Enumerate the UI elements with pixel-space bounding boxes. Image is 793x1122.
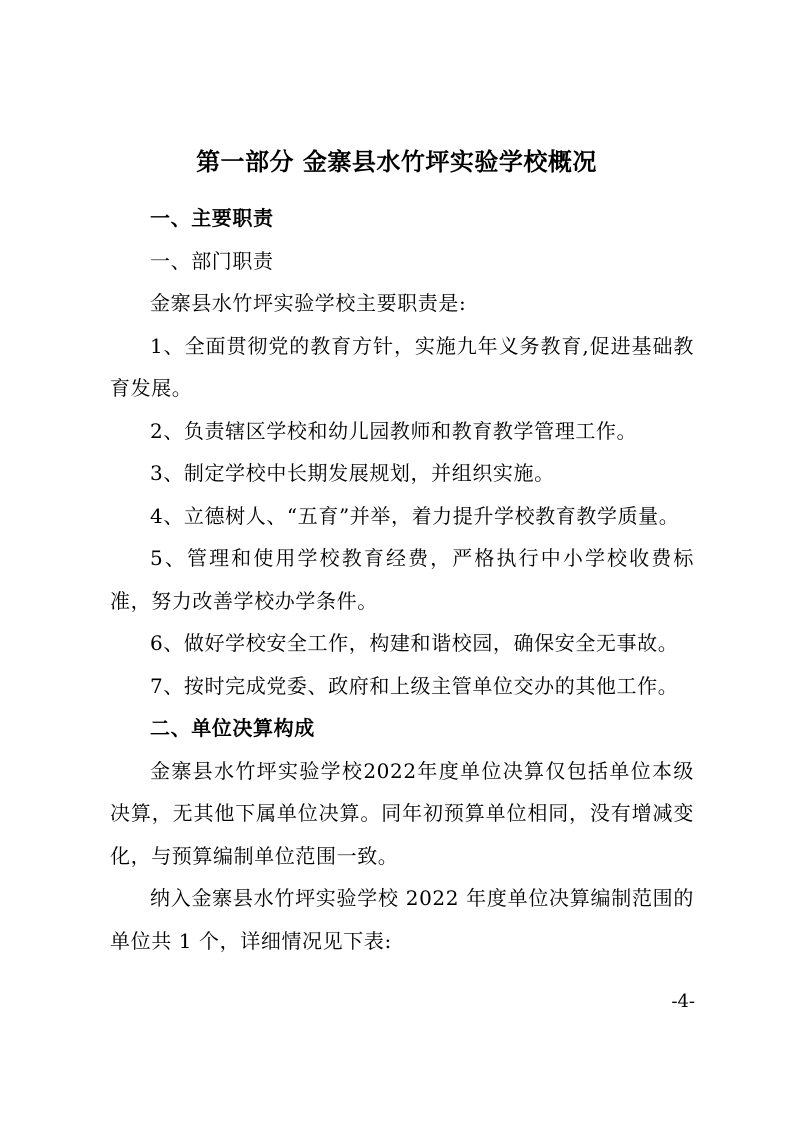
section-heading-budget-composition: 二、单位决算构成 [150, 716, 315, 740]
document-body [110, 197, 694, 962]
paragraph-duty-3: 3、制定学校中长期发展规划，并组织实施。 [150, 461, 555, 485]
page-number: -4- [671, 991, 695, 1012]
paragraph-duty-5: 5、管理和使用学校教育经费，严格执行中小学校收费标准，努力改善学校办学条件。 [110, 546, 694, 613]
paragraph-duty-6: 6、做好学校安全工作，构建和谐校园，确保安全无事故。 [150, 631, 679, 655]
paragraph-budget-scope: 纳入金寨县水竹坪实验学校 2022 年度单位决算编制范围的单位共 1 个，详细情况见下表: [110, 886, 694, 953]
paragraph-duty-4: 4、立德树人、“五育”并举，着力提升学校教育教学质量。 [150, 503, 680, 528]
subsection-heading-department-duties: 一、部门职责 [150, 248, 274, 273]
paragraph-budget-composition: 金寨县水竹坪实验学校2022年度单位决算仅包括单位本级决算，无其他下属单位决算。同年初预算单位相同，没有增减变化，与预算编制单位范围一致。 [110, 758, 694, 868]
page-title: 第一部分 金寨县水竹坪实验学校概况 [196, 148, 597, 176]
paragraph-duty-1: 1、全面贯彻党的教育方针，实施九年义务教育,促进基础教育发展。 [110, 333, 694, 400]
paragraph-duty-7: 7、按时完成党委、政府和上级主管单位交办的其他工作。 [150, 673, 679, 698]
section-heading-duties: 一、主要职责 [150, 206, 274, 230]
paragraph-duty-2: 2、负责辖区学校和幼儿园教师和教育教学管理工作。 [150, 418, 638, 443]
paragraph-duties-intro: 金寨县水竹坪实验学校主要职责是: [150, 291, 467, 315]
